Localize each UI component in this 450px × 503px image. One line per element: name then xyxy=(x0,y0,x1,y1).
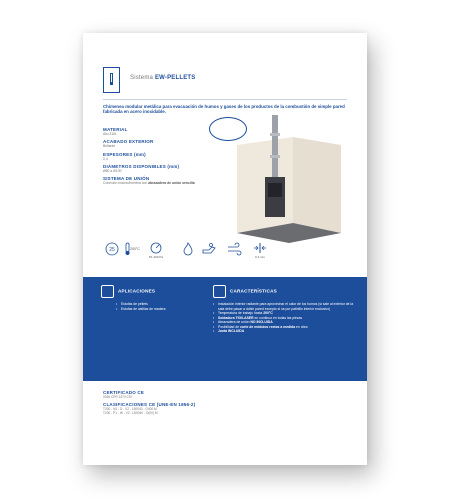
fire-icon xyxy=(179,242,197,256)
spec-thickness xyxy=(103,152,233,161)
product-detail-badge xyxy=(209,117,247,141)
spec-value: Brillante xyxy=(103,144,116,149)
feature-bold: NO INCLUIDA xyxy=(250,320,273,324)
spec-value: Aisi 316L xyxy=(103,132,117,136)
feature-text: Posibilidad de xyxy=(218,324,241,329)
header-divider xyxy=(103,99,347,100)
applications-title: APLICACIONES xyxy=(118,288,156,294)
title-product: EW-PELLETS xyxy=(154,75,196,81)
certificate-label: CERTIFICADO CE xyxy=(103,390,145,395)
grid-icon xyxy=(101,285,114,298)
chimney-logo-icon xyxy=(103,67,120,93)
spec-label: ESPESORES (mm) xyxy=(103,151,146,157)
pressure-icon xyxy=(147,242,165,259)
sheet-header xyxy=(103,67,353,95)
list-item xyxy=(213,329,355,334)
feature-text: en continuo en todas las piezas xyxy=(253,315,303,320)
info-band xyxy=(83,277,367,381)
temperature-icon xyxy=(123,242,141,256)
list-item xyxy=(213,302,355,311)
wrench-icon xyxy=(213,285,226,298)
feature-bold: corte de módulos rectos a medida xyxy=(240,324,296,329)
feature-text: Temperatura de trabajo hasta xyxy=(218,311,264,315)
feature-text: Instalación interior radiante para aprovechar el calor de los humos (si sale al exterior de la sala debe pasar a doble pared excepto si va por patinillo interior exclusivo) xyxy=(218,302,354,311)
feature-text: en obra xyxy=(295,324,308,329)
thickness-label: 0,4 mm xyxy=(254,255,265,259)
list-item: • Estufas de astillas de madera xyxy=(116,307,201,312)
feature-text: Abrazadera de unión xyxy=(218,320,251,324)
classification-value: T200 - P1 - W - V2 - L50040 - O(00) M xyxy=(103,411,158,415)
features-section xyxy=(213,285,355,334)
spec-value-bold: abrazadera de unión sencilla xyxy=(148,181,195,186)
applications-section xyxy=(101,285,201,311)
spec-label: ACABADO EXTERIOR xyxy=(103,139,154,145)
classification-label: CLASIFICACIONES CE (UNE-EN 1856-2) xyxy=(103,402,196,407)
spec-value: Ø80 a Ø100 xyxy=(103,168,122,173)
wind-icon xyxy=(225,242,243,256)
spec-value: 0,4 xyxy=(103,156,108,161)
product-description: Chimenea modular metálica para evacuación de humos y gases de los productos de la combustión de simple pared fabricada en acero inoxidable. xyxy=(103,104,345,115)
applications-list xyxy=(116,302,201,311)
thickness-icon xyxy=(251,242,269,259)
spec-label: DIÁMETROS DISPONIBLES (mm) xyxy=(103,163,180,169)
pressure-label: P1 200 Pa xyxy=(148,255,163,259)
classification-value: T200 - N1 - D - V2 - L50040 - G400 M xyxy=(103,407,157,411)
certificate-value: 0036 CPR 1474 070 xyxy=(103,395,132,399)
sheet-title xyxy=(130,75,196,81)
temperature-value: 200°C xyxy=(130,247,140,251)
feature-icon-row xyxy=(103,242,353,272)
product-datasheet xyxy=(83,33,367,465)
certification-footer xyxy=(103,390,343,418)
spec-label: MATERIAL xyxy=(103,127,128,132)
years-icon xyxy=(103,242,121,256)
feature-bold: Soldadura TIG/LASER xyxy=(218,315,254,320)
years-value: 25 xyxy=(109,247,115,253)
spec-value xyxy=(103,181,233,185)
features-list xyxy=(213,302,355,334)
spec-finish xyxy=(103,139,233,148)
features-title: CARACTERÍSTICAS xyxy=(230,288,277,294)
list-item: • Estufas de pellets xyxy=(116,302,201,307)
spec-label: SISTEMA DE UNIÓN xyxy=(103,176,150,182)
spec-joint-system xyxy=(103,176,233,185)
spec-value-text: Conexión macho/hembra con xyxy=(103,181,149,186)
feature-bold: 200°C xyxy=(263,311,273,315)
title-prefix: Sistema xyxy=(130,75,155,81)
feature-bold: Junta INCLUIDA xyxy=(218,329,245,333)
hand-icon xyxy=(201,242,219,256)
installation-render-image xyxy=(233,115,345,243)
spec-diameters xyxy=(103,164,233,173)
